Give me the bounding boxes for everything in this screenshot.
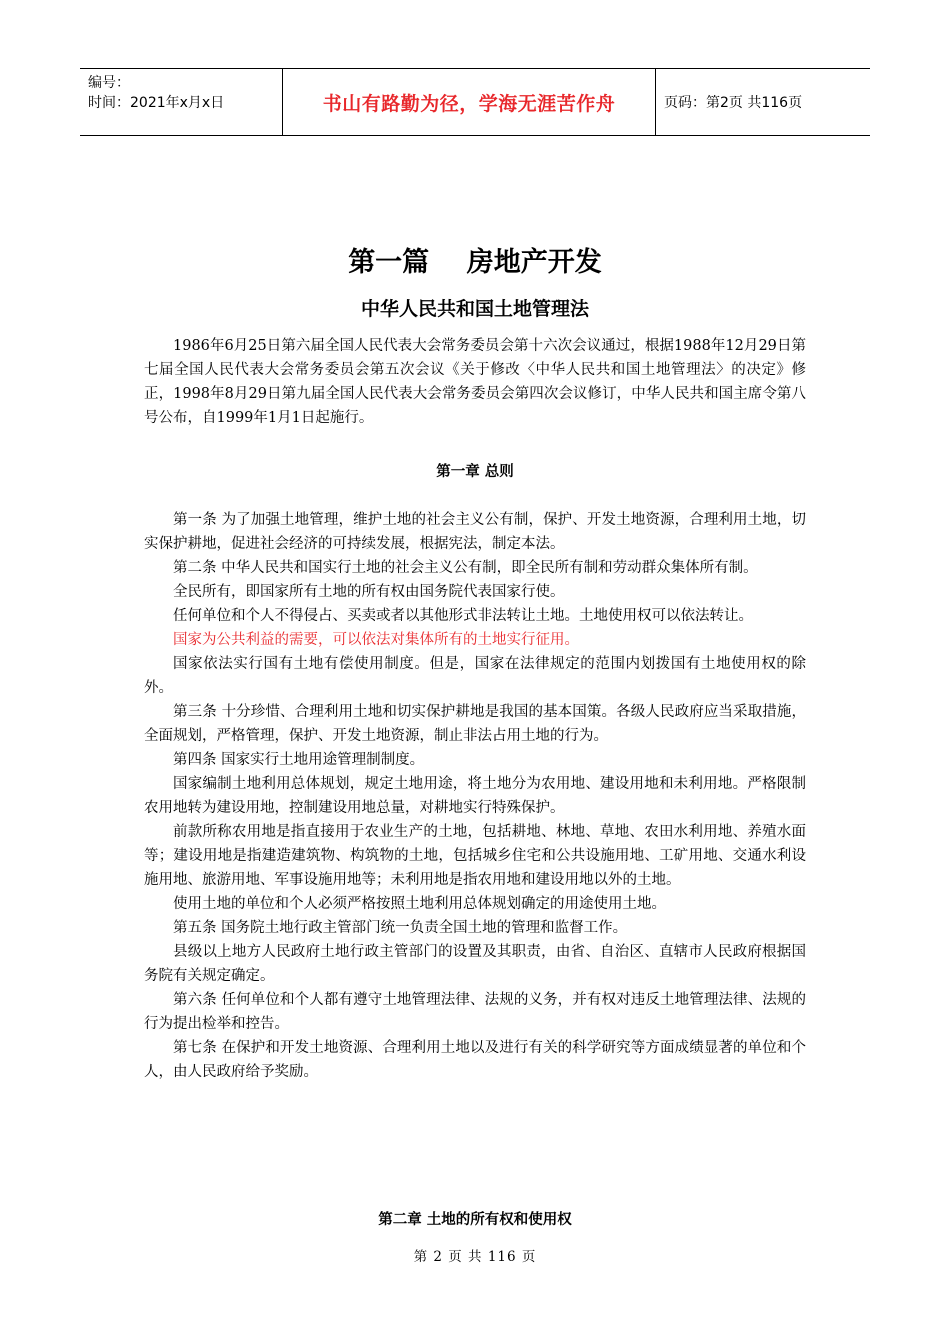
intro-paragraph	[144, 334, 806, 430]
article-5: 第五条 国务院土地行政主管部门统一负责全国土地的管理和监督工作。	[173, 920, 628, 936]
article-2-clause-1: 全民所有，即国家所有土地的所有权由国务院代表国家行使。	[173, 584, 565, 600]
date-label: 时间：2021年x月x日	[88, 95, 225, 111]
article-4-clause-1: 国家编制土地利用总体规划，规定土地用途，将土地分为农用地、建设用地和未利用地。严格限制农用地转为建设用地，控制建设用地总量，对耕地实行特殊保护。	[144, 776, 806, 816]
header-motto: 书山有路勤为径，学海无涯苦作舟	[282, 69, 656, 135]
header-meta	[80, 69, 282, 135]
article-6: 第六条 任何单位和个人都有遵守土地管理法律、法规的义务，并有权对违反土地管理法律、法规的行为提出检举和控告。	[144, 992, 806, 1032]
chapter-1-body	[144, 508, 806, 1084]
article-2-clause-4: 国家依法实行国有土地有偿使用制度。但是，国家在法律规定的范围内划拨国有土地使用权的除外。	[144, 656, 806, 696]
chapter-2-title: 第二章 土地的所有权和使用权	[378, 1212, 572, 1228]
intro-text: 1986年6月25日第六届全国人民代表大会常务委员会第十六次会议通过，根据1988年12月29日第七届全国人民代表大会常务委员会第五次会议《关于修改〈中华人民共和国土地管理法〉的决定》修正，1998年8月29日第九届全国人民代表大会常务委员会第四次会议修订，中华人民共和国主席令第八号公布，自1999年1月1日起施行。	[144, 338, 806, 426]
page-footer: 第 2 页 共 116 页	[413, 1249, 537, 1265]
header-table	[80, 68, 870, 136]
article-5-clause-1: 县级以上地方人民政府土地行政主管部门的设置及其职责，由省、自治区、直辖市人民政府根据国务院有关规定确定。	[144, 944, 806, 984]
article-4: 第四条 国家实行土地用途管理制制度。	[173, 752, 425, 768]
article-4-clause-2: 前款所称农用地是指直接用于农业生产的土地，包括耕地、林地、草地、农田水利用地、养殖水面等；建设用地是指建造建筑物、构筑物的土地，包括城乡住宅和公共设施用地、工矿用地、交通水利设施用地、旅游用地、军事设施用地等；未利用地是指农用地和建设用地以外的土地。	[144, 824, 806, 888]
article-7: 第七条 在保护和开发土地资源、合理利用土地以及进行有关的科学研究等方面成绩显著的单位和个人，由人民政府给予奖励。	[144, 1040, 806, 1080]
article-1: 第一条 为了加强土地管理，维护土地的社会主义公有制，保护、开发土地资源，合理利用土地，切实保护耕地，促进社会经济的可持续发展，根据宪法，制定本法。	[144, 512, 806, 552]
number-label: 编号：	[88, 75, 130, 91]
article-2-clause-3-highlighted: 国家为公共利益的需要，可以依法对集体所有的土地实行征用。	[173, 632, 579, 648]
article-4-clause-3: 使用土地的单位和个人必须严格按照土地利用总体规划确定的用途使用土地。	[173, 896, 666, 912]
article-2-clause-2: 任何单位和个人不得侵占、买卖或者以其他形式非法转让土地。土地使用权可以依法转让。	[173, 608, 753, 624]
chapter-1-title: 第一章 总则	[436, 464, 514, 480]
article-2: 第二条 中华人民共和国实行土地的社会主义公有制，即全民所有制和劳动群众集体所有制。	[173, 560, 758, 576]
part-title: 第一篇 房地产开发	[348, 247, 602, 278]
article-3: 第三条 十分珍惜、合理利用土地和切实保护耕地是我国的基本国策。各级人民政府应当采取措施，全面规划，严格管理，保护、开发土地资源，制止非法占用土地的行为。	[144, 704, 806, 744]
header-page-info: 页码：第2页 共116页	[664, 95, 803, 111]
law-title: 中华人民共和国土地管理法	[360, 298, 589, 320]
